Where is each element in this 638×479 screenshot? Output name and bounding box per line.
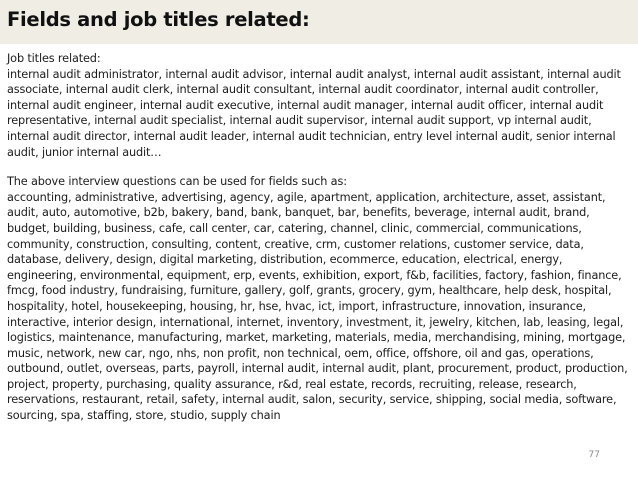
job-titles-text: internal audit administrator, internal audit advisor, internal audit analyst, internal audit assistant, internal audit associate, internal audit clerk, internal audit consultant, internal audit coordinator, internal audit controller, internal audit engineer, internal audit executive, internal audit manager, internal audit officer, internal audit representative, internal audit specialist, internal audit supervisor, internal audit support, vp internal audit, internal audit director, internal audit leader, internal audit technician, entry level internal audit, senior internal audit, junior internal audit… [7,67,621,159]
slide-content [7,51,631,424]
fields-heading: The above interview questions can be used for fields such as: [7,175,347,189]
paragraph-gap [7,160,631,174]
fields-text: accounting, administrative, advertising, agency, agile, apartment, application, architecture, asset, assistant, audit, auto, automotive, b2b, bakery, band, bank, banquet, bar, benefits, beverage, internal audit, brand, budget, building, business, cafe, call center, car, catering, channel, clinic, commercial, communications, community, construction, consulting, content, creative, crm, customer relations, customer service, data, database, delivery, design, digital marketing, distribution, ecommerce, education, electrical, energy, engineering, environmental, equipment, erp, events, exhibition, export, f&b, facilities, factory, fashion, finance, fmcg, food industry, fundraising, furniture, gallery, golf, grants, grocery, gym, healthcare, help desk, hospital, hospitality, hotel, housekeeping, housing, hr, hse, hvac, ict, import, infrastructure, innovation, insurance, interactive, interior design, international, internet, inventory, investment, it, jewelry, kitchen, lab, leasing, legal, logistics, maintenance, manufacturing, market, marketing, materials, media, merchandising, mining, mortgage, music, network, new car, ngo, nhs, non profit, non technical, oem, office, offshore, oil and gas, operations, outbound, outlet, overseas, parts, payroll, internal audit, internal audit, plant, procurement, product, production, project, property, purchasing, quality assurance, r&d, real estate, records, recruiting, release, research, reservations, restaurant, retail, safety, internal audit, salon, security, service, shipping, social media, software, sourcing, spa, staffing, store, studio, supply chain [7,190,628,423]
title-bar [0,0,638,44]
page-number: 77 [588,450,600,460]
job-titles-heading: Job titles related: [7,52,101,65]
slide-title: Fields and job titles related: [7,8,310,31]
